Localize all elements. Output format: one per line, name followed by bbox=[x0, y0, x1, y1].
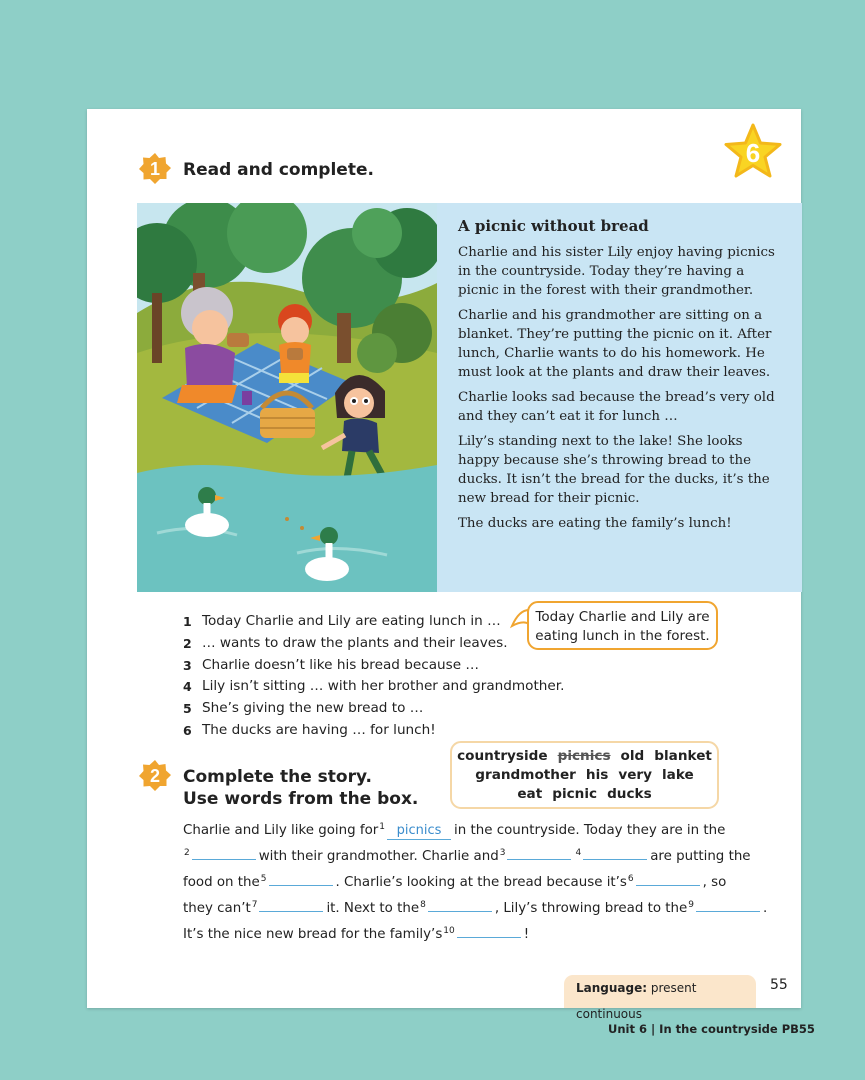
exercise-1-title: Read and complete. bbox=[183, 160, 374, 180]
question-text: She’s giving the new bread to … bbox=[202, 700, 424, 717]
page-number: 55 bbox=[770, 977, 788, 993]
word-box-row bbox=[452, 786, 717, 802]
example-answer-line: Today Charlie and Lily are bbox=[535, 609, 710, 625]
exercise-2-title bbox=[183, 766, 418, 810]
story-paragraph: Lily’s standing next to the lake! She looks happy because she’s throwing bread to the ducks. It isn’t the bread for the ducks, it’s the new bread for their picnic. bbox=[458, 434, 770, 506]
word-box-word: picnic bbox=[552, 786, 598, 802]
question-number: 1 bbox=[183, 614, 192, 629]
gap-number: 6 bbox=[627, 874, 634, 884]
cloze-text-segment: Charlie and Lily like going for bbox=[183, 823, 379, 838]
gap-5-blank[interactable] bbox=[269, 870, 333, 886]
cloze-text-segment: are putting the bbox=[650, 849, 751, 864]
cloze-text-segment: , so bbox=[702, 875, 727, 890]
question-item bbox=[183, 698, 543, 720]
word-box-word: grandmother bbox=[475, 767, 576, 783]
gap-9-blank[interactable] bbox=[696, 896, 760, 912]
cloze-line bbox=[183, 870, 763, 896]
gap-number: 1 bbox=[379, 822, 386, 832]
story-title: A picnic without bread bbox=[458, 217, 649, 235]
language-tab bbox=[564, 975, 756, 1021]
word-box-word: countryside bbox=[457, 748, 548, 764]
gap-number: 5 bbox=[260, 874, 267, 884]
story-paragraph: Charlie looks sad because the bread’s very old and they can’t eat it for lunch … bbox=[458, 390, 775, 424]
language-label: Language: bbox=[576, 981, 648, 995]
exercise-2-number: 2 bbox=[149, 766, 160, 786]
cloze-text-segment: in the countryside. Today they are in the bbox=[454, 823, 726, 838]
exercise-1-badge bbox=[138, 152, 172, 186]
cloze-line bbox=[183, 922, 763, 948]
gap-7-blank[interactable] bbox=[259, 896, 323, 912]
story-paragraph: Charlie and his grandmother are sitting on a blanket. They’re putting the picnic on it. After lunch, Charlie wants to do his homework. He must look at the plants and draw their leaves. bbox=[458, 308, 772, 380]
question-text: Today Charlie and Lily are eating lunch in … bbox=[202, 613, 501, 629]
cloze-text-segment: It’s the nice new bread for the family’s bbox=[183, 927, 443, 942]
gap-number: 2 bbox=[184, 848, 190, 858]
question-number: 4 bbox=[183, 679, 192, 695]
question-item bbox=[183, 676, 565, 698]
exercise-2-badge bbox=[138, 759, 172, 793]
cloze-text-segment: . Charlie’s looking at the bread because it’s bbox=[335, 875, 627, 890]
story-paragraph: Charlie and his sister Lily enjoy having picnics in the countryside. Today they’re having a picnic in the forest with their grandmother. bbox=[458, 245, 775, 298]
cloze-text bbox=[183, 818, 768, 948]
cloze-text-segment: it. Next to the bbox=[326, 901, 420, 916]
word-box-word: his bbox=[585, 767, 609, 783]
gap-8-blank[interactable] bbox=[428, 896, 492, 912]
question-item bbox=[183, 655, 543, 677]
word-box-word: ducks bbox=[607, 786, 652, 802]
story-panel bbox=[437, 203, 802, 592]
question-item bbox=[183, 633, 543, 655]
word-box-row bbox=[452, 767, 717, 783]
word-box-row bbox=[452, 748, 717, 764]
cloze-text-segment: ! bbox=[523, 927, 530, 942]
example-answer-bubble bbox=[527, 601, 718, 650]
question-number: 6 bbox=[183, 722, 192, 738]
gap-number: 9 bbox=[688, 900, 695, 910]
word-box-word: very bbox=[618, 767, 652, 783]
question-text: Lily isn’t sitting … with her brother and grandmother. bbox=[202, 678, 565, 695]
question-text: The ducks are having … for lunch! bbox=[202, 721, 436, 738]
unit-number: 6 bbox=[745, 138, 761, 168]
cloze-line bbox=[183, 896, 768, 922]
question-text: … wants to draw the plants and their leaves. bbox=[202, 634, 508, 651]
question-text: Charlie doesn’t like his bread because … bbox=[202, 656, 479, 673]
gap-6-blank[interactable] bbox=[636, 870, 700, 886]
gap-number: 8 bbox=[420, 900, 426, 910]
question-list bbox=[183, 611, 565, 742]
unit-star-icon bbox=[722, 122, 784, 184]
word-box-word: lake bbox=[661, 767, 694, 783]
exercise-1-number: 1 bbox=[149, 159, 160, 179]
question-number: 2 bbox=[183, 635, 192, 651]
cloze-text-segment: . bbox=[763, 901, 768, 916]
question-number: 3 bbox=[183, 657, 192, 673]
exercise-2-title-line: Use words from the box. bbox=[183, 789, 419, 809]
picnic-illustration bbox=[137, 203, 437, 592]
question-item bbox=[183, 611, 543, 633]
question-number: 5 bbox=[183, 701, 192, 717]
gap-10-blank[interactable] bbox=[457, 922, 521, 938]
footer-reference: Unit 6 | In the countryside PB55 bbox=[608, 1022, 815, 1036]
word-box-word: old bbox=[620, 748, 645, 764]
word-box bbox=[450, 741, 719, 809]
word-box-word: blanket bbox=[654, 748, 712, 764]
example-answer-line: eating lunch in the forest. bbox=[535, 628, 710, 644]
gap-number: 10 bbox=[443, 926, 455, 936]
cloze-text-segment: , Lily’s throwing bread to the bbox=[494, 901, 688, 916]
cloze-line bbox=[183, 844, 763, 870]
word-box-word: eat bbox=[517, 786, 543, 802]
story-paragraph: The ducks are eating the family’s lunch! bbox=[458, 516, 732, 531]
word-box-word-crossed: picnics bbox=[557, 748, 611, 764]
gap-2-blank[interactable] bbox=[192, 844, 256, 860]
cloze-text-segment: with their grandmother. Charlie and bbox=[258, 849, 499, 864]
question-item bbox=[183, 720, 543, 742]
gap-number: 4 bbox=[575, 848, 582, 858]
gap-number: 7 bbox=[251, 900, 258, 910]
cloze-text-segment: food on the bbox=[183, 875, 260, 890]
exercise-2-title-line: Complete the story. bbox=[183, 767, 372, 787]
gap-1-answer[interactable]: picnics bbox=[387, 822, 451, 840]
gap-number: 3 bbox=[499, 848, 506, 858]
gap-4-blank[interactable] bbox=[583, 844, 647, 860]
gap-3-blank[interactable] bbox=[507, 844, 571, 860]
language-value: present continuous bbox=[576, 981, 697, 1021]
cloze-line bbox=[183, 818, 763, 844]
cloze-text-segment: they can’t bbox=[183, 901, 251, 916]
